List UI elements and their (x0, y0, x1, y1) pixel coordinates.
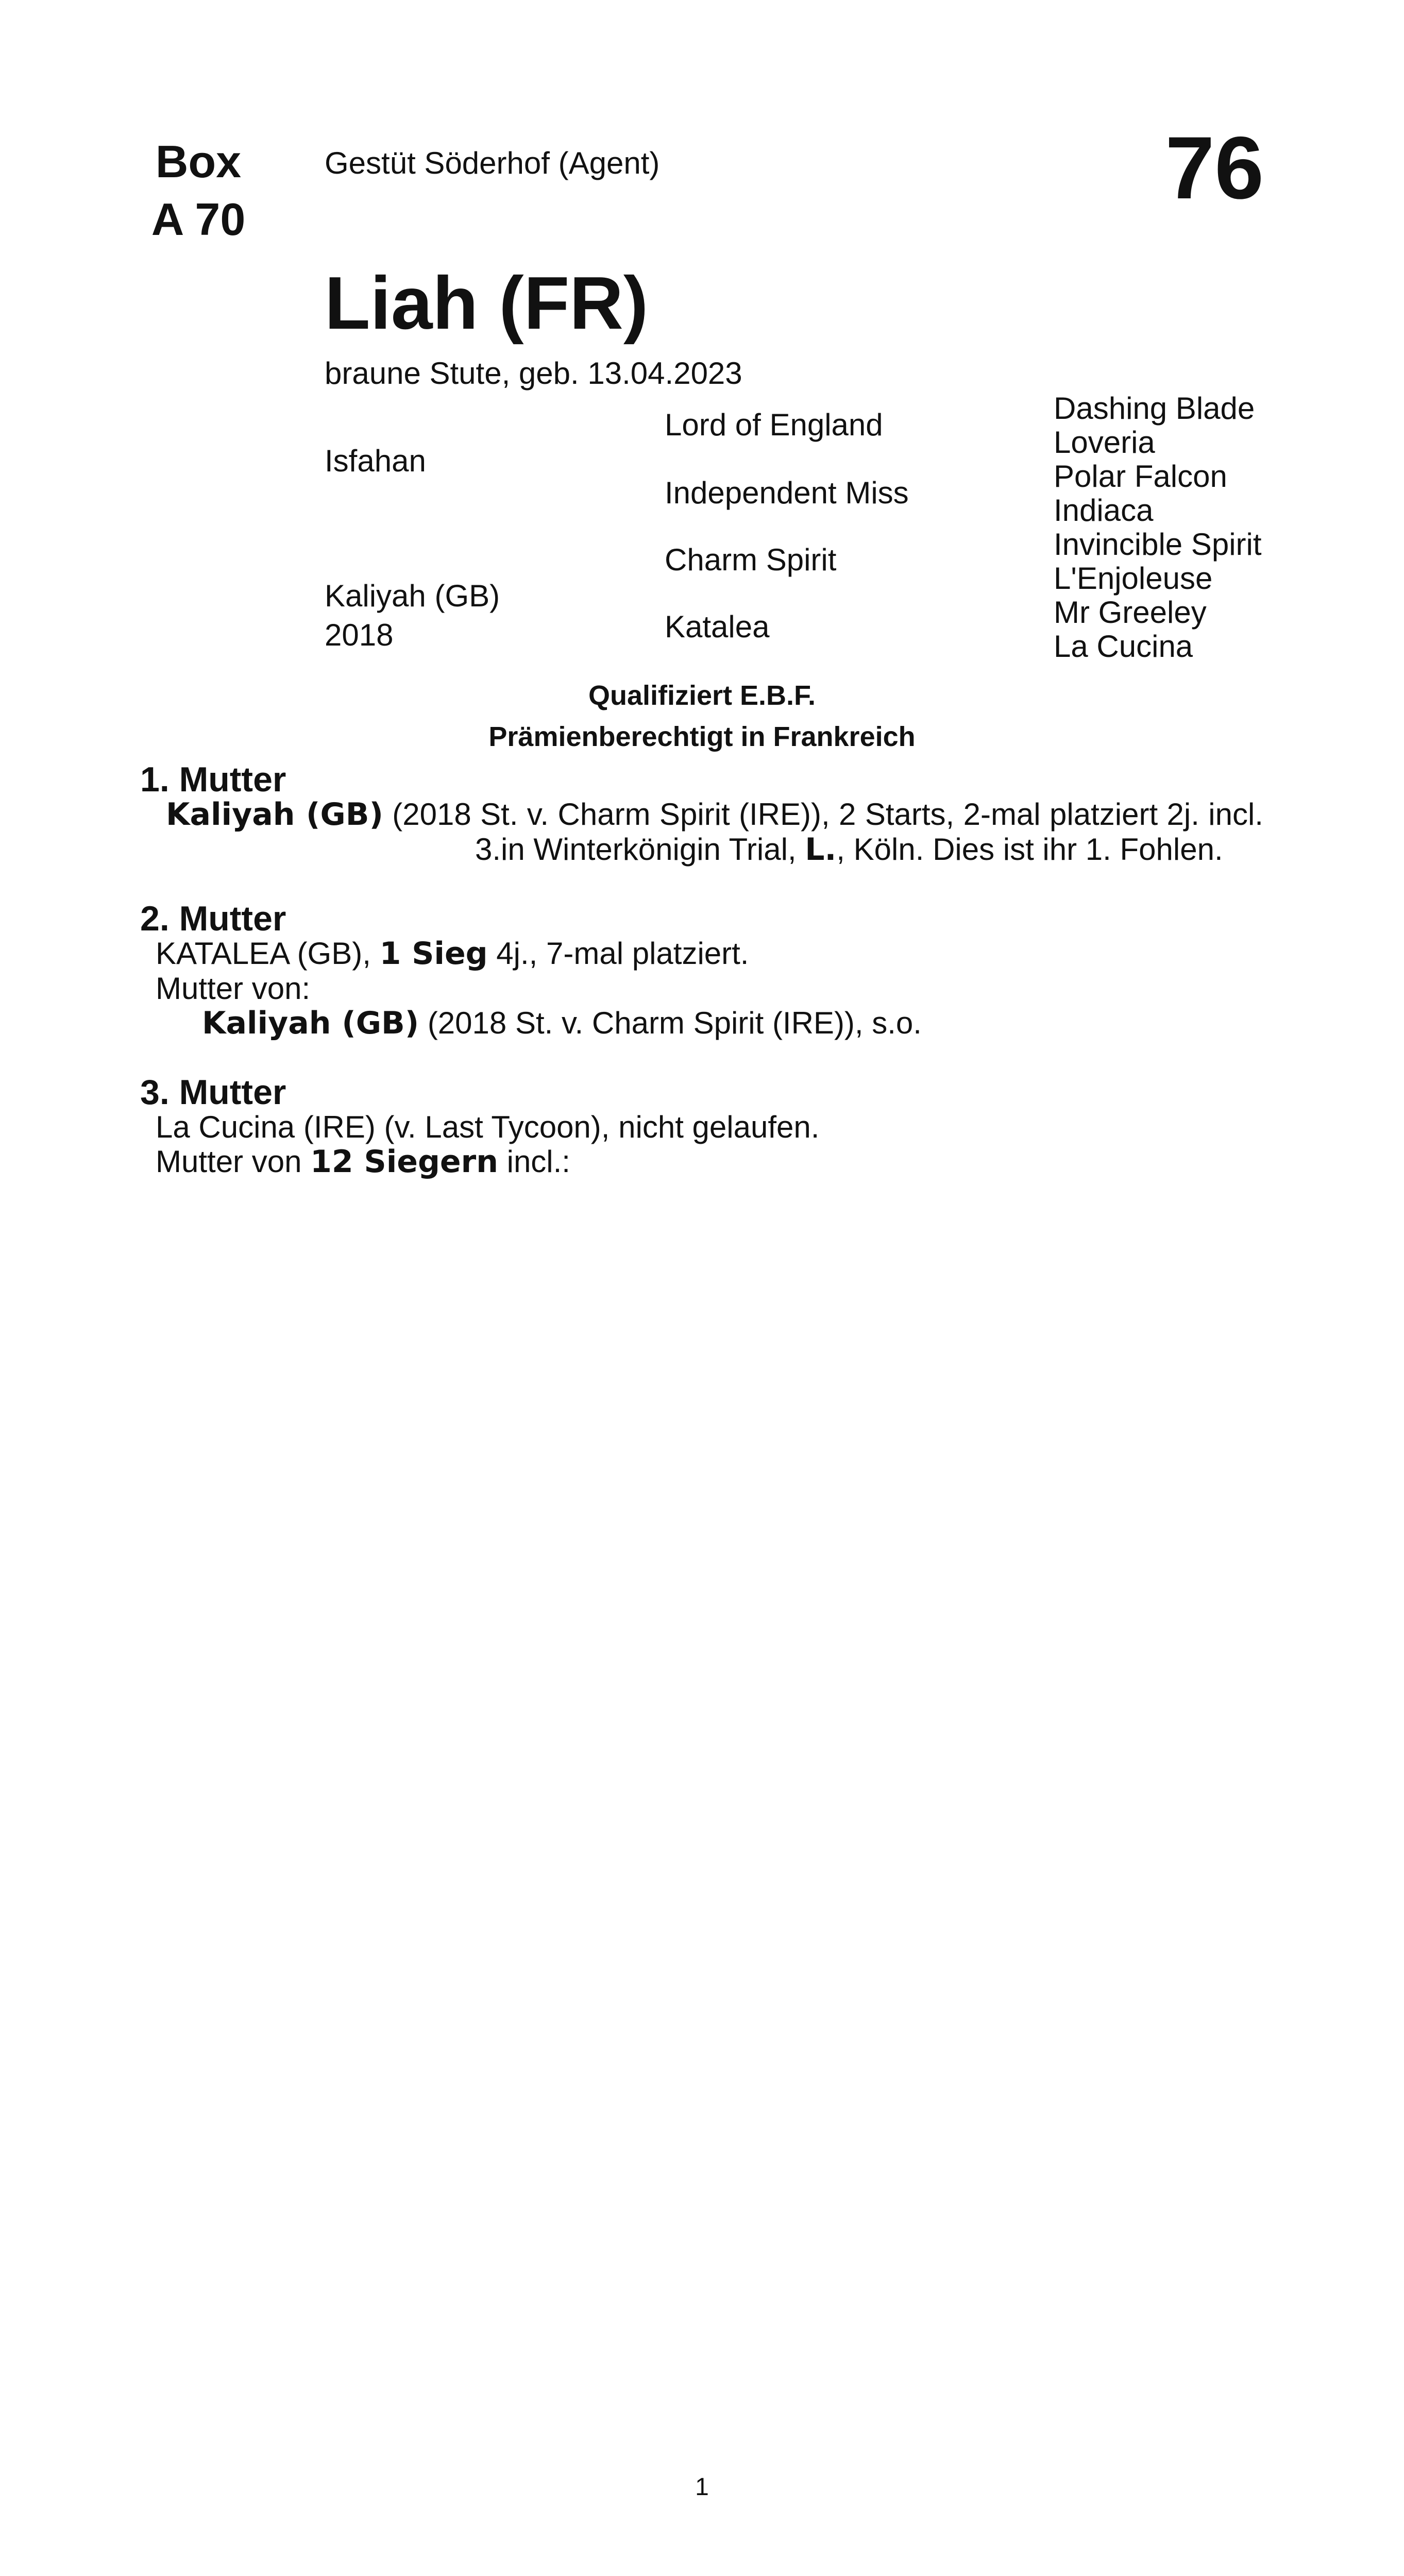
section-heading: 1. Mutter (140, 760, 286, 799)
section-heading: 2. Mutter (140, 899, 286, 938)
entry-text: KATALEA (GB), (156, 936, 380, 971)
mother-of-label: Mutter von: (156, 971, 311, 1006)
pedigree-great-grandparents (1054, 392, 1262, 664)
pedigree-great-grandparent: Indiaca (1054, 493, 1154, 528)
third-dam-entry: La Cucina (IRE) (v. Last Tycoon), nicht gelaufen. (156, 1110, 820, 1144)
qualification: Prämienberechtigt in Frankreich (488, 721, 916, 752)
produce-record (140, 762, 1263, 1179)
first-dam-entry (140, 797, 1263, 867)
agent: Gestüt Söderhof (Agent) (325, 146, 660, 180)
entry-text: 4j., 7-mal platziert. (487, 936, 749, 971)
entry-text: (2018 St. v. Charm Spirit (IRE)), s.o. (419, 1006, 922, 1040)
pedigree-great-grandparent: Polar Falcon (1054, 459, 1227, 494)
offspring-entry (140, 1006, 1263, 1041)
pedigree-great-grandparent: La Cucina (1054, 629, 1193, 664)
mother-of-label (140, 1144, 1263, 1179)
second-dam-entry (140, 936, 1263, 971)
entry-text: incl.: (498, 1144, 570, 1179)
race-grade: L. (805, 832, 837, 868)
pedigree-great-grandparent: Mr Greeley (1054, 595, 1207, 630)
qualification: Qualifiziert E.B.F. (588, 680, 816, 711)
pedigree-grandparent: Lord of England (665, 408, 883, 442)
win-count: 12 Siegern (310, 1144, 498, 1180)
pedigree-grandparent: Katalea (665, 609, 770, 644)
lot-number: 76 (1165, 118, 1264, 217)
horse-description: braune Stute, geb. 13.04.2023 (325, 356, 742, 391)
page-number: 1 (695, 2473, 709, 2501)
pedigree-grandparent: Independent Miss (665, 476, 909, 510)
qualifications (0, 675, 1404, 757)
pedigree-great-grandparent: L'Enjoleuse (1054, 561, 1213, 596)
pedigree-dam-year: 2018 (325, 618, 394, 652)
pedigree-sire: Isfahan (325, 444, 426, 478)
horse-name: Kaliyah (GB) (166, 796, 383, 833)
horse-name: Liah (FR) (325, 261, 649, 345)
pedigree-grandparent: Charm Spirit (665, 543, 837, 577)
box-label: Box A 70 (151, 136, 246, 245)
pedigree-great-grandparent: Dashing Blade (1054, 391, 1255, 426)
pedigree-great-grandparent: Loveria (1054, 425, 1155, 460)
entry-text: Mutter von (156, 1144, 311, 1179)
entry-text: (2018 St. v. Charm Spirit (IRE)), 2 Starts, 2-mal platziert 2j. incl. 3.in Winterkönigin Trial, (383, 797, 1263, 867)
entry-text: , Köln. Dies ist ihr 1. Fohlen. (836, 832, 1223, 867)
horse-name: Kaliyah (GB) (202, 1005, 419, 1041)
pedigree-great-grandparent: Invincible Spirit (1054, 527, 1262, 562)
win-count: 1 Sieg (379, 936, 488, 972)
pedigree-dam: Kaliyah (GB) (325, 579, 500, 613)
section-heading: 3. Mutter (140, 1073, 286, 1112)
